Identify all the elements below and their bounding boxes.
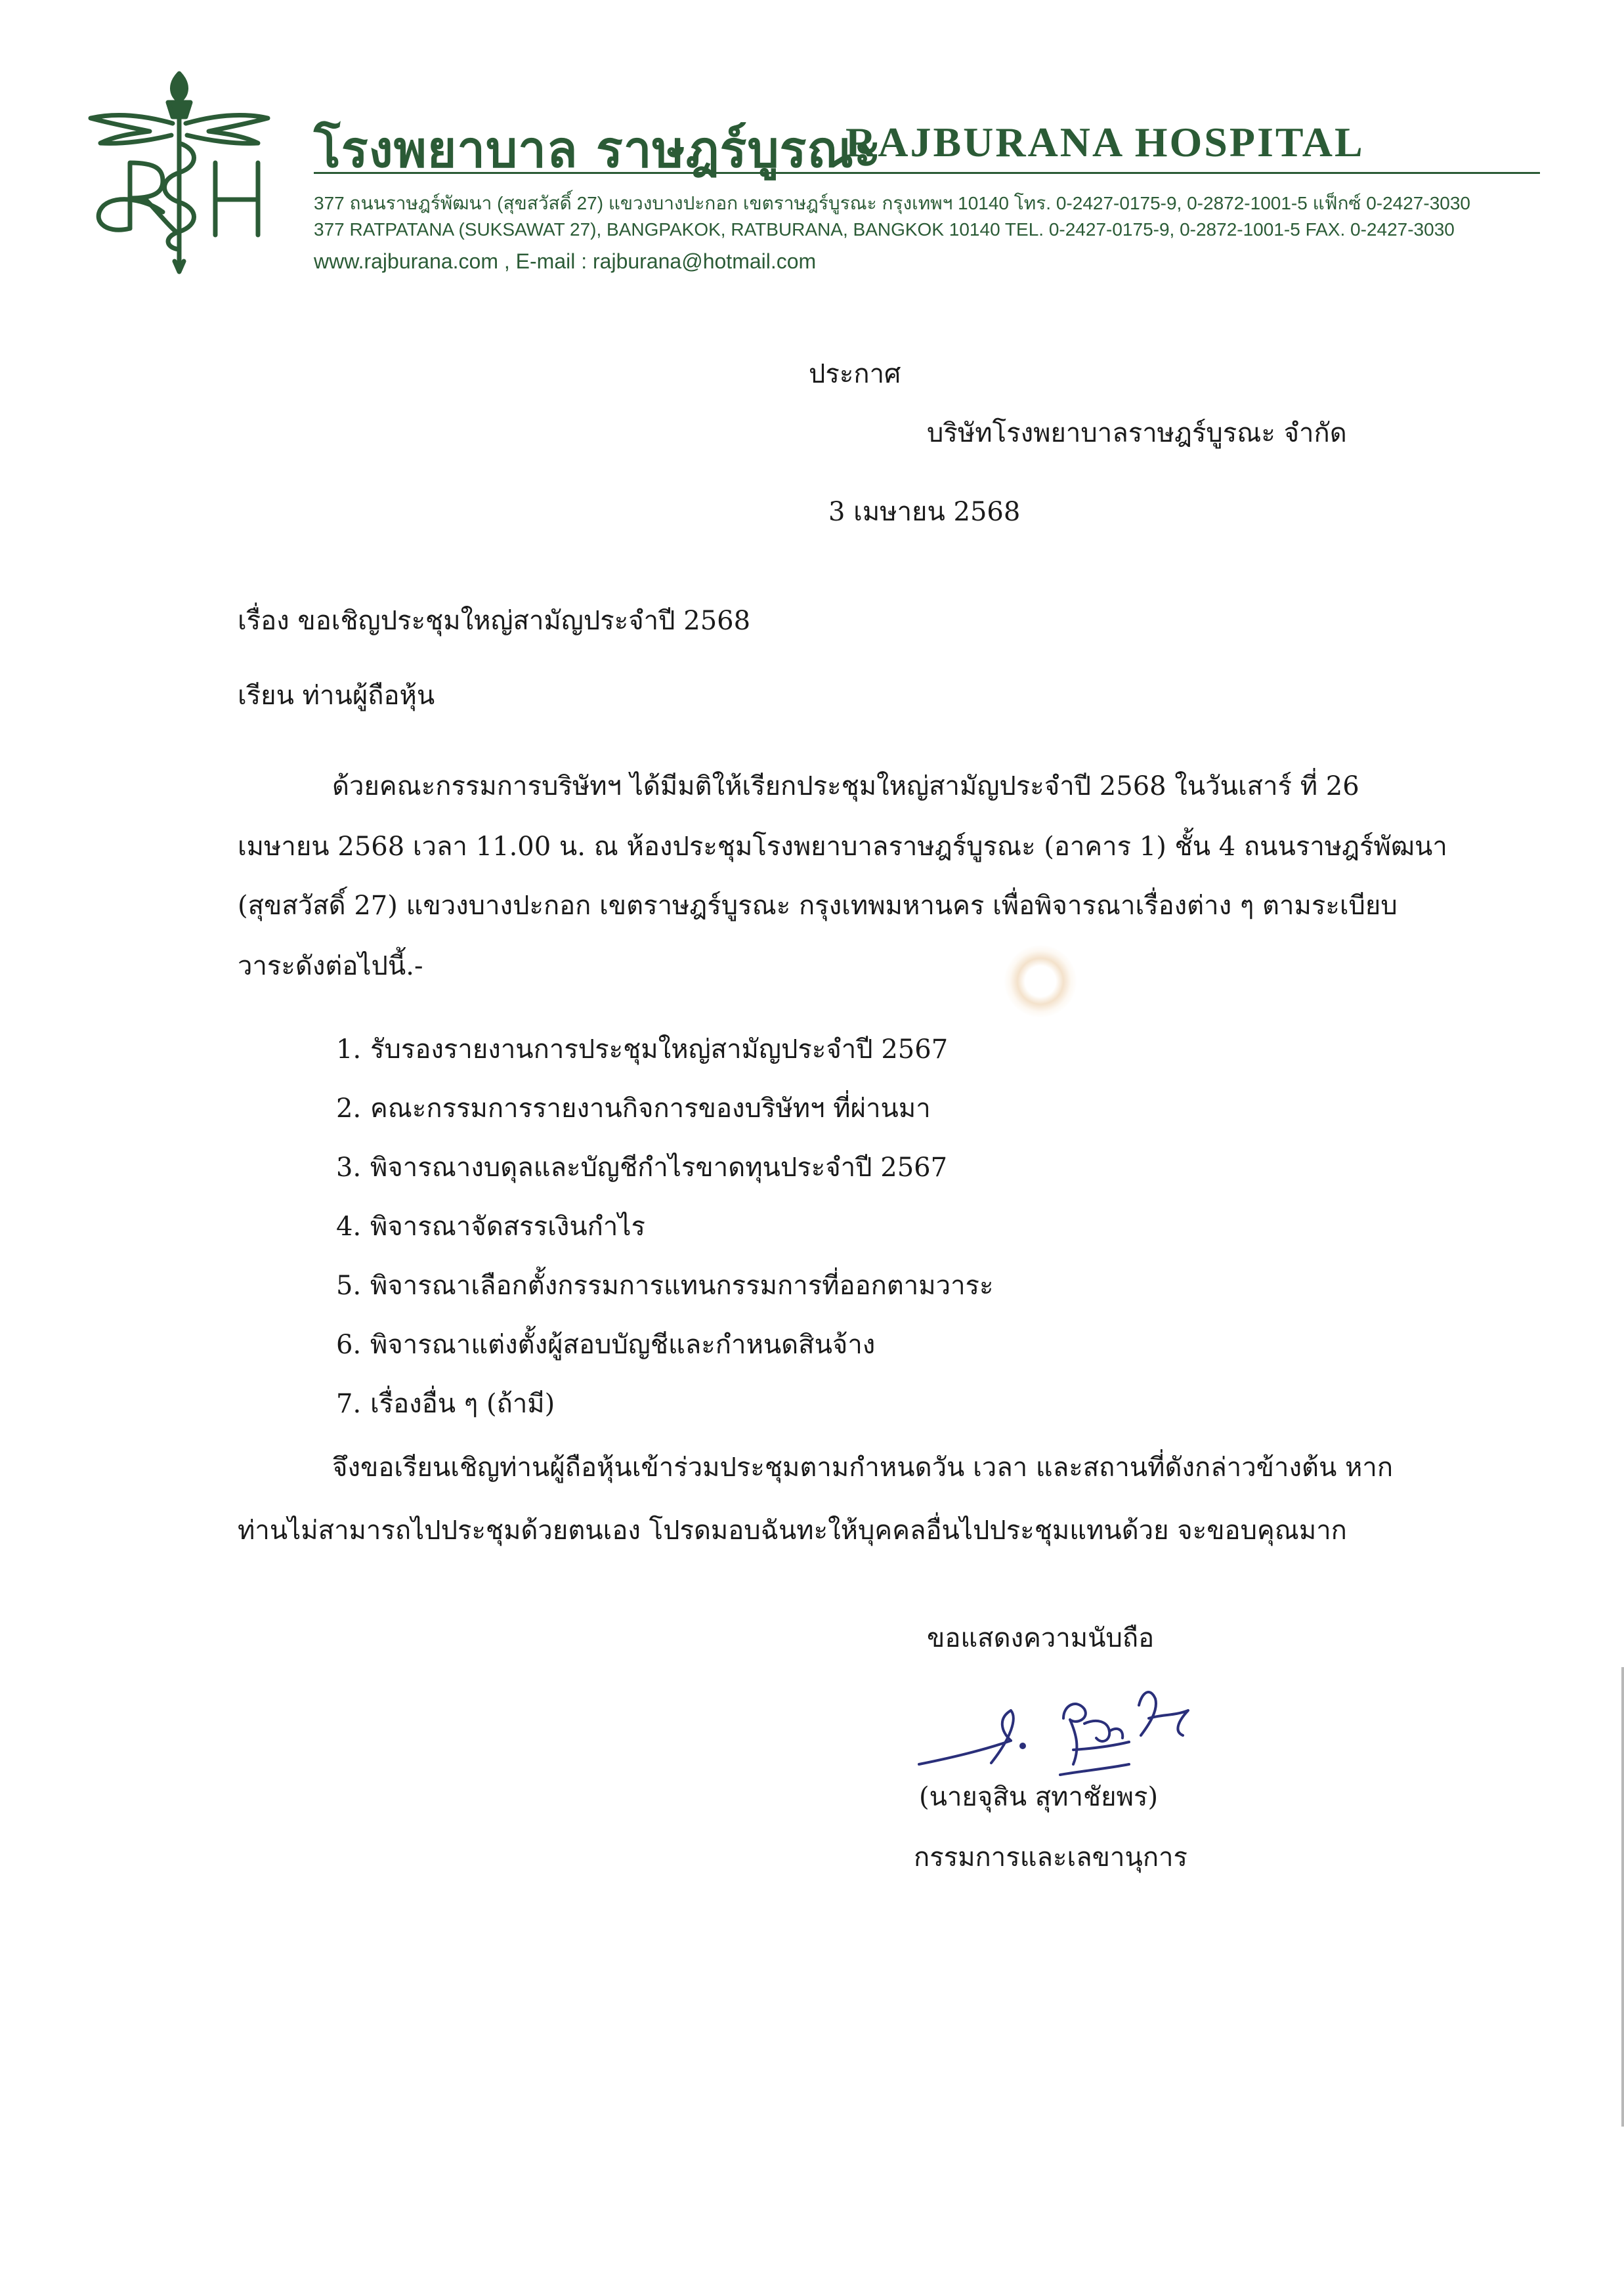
agenda-item: 1. รับรองรายงานการประชุมใหญ่สามัญประจำปี 2567 [336, 1034, 949, 1065]
paragraph-line: (สุขสวัสดิ์ 27) แขวงบางปะกอก เขตราษฎร์บูรณะ กรุงเทพมหานคร เพื่อพิจารณาเรื่องต่าง ๆ ตามระเบียบ [238, 891, 1398, 921]
subject-line: เรื่อง ขอเชิญประชุมใหญ่สามัญประจำปี 2568 [238, 606, 751, 636]
signer-title: กรรมการและเลขานุการ [914, 1842, 1187, 1873]
hospital-logo-icon [84, 71, 274, 274]
company-name: บริษัทโรงพยาบาลราษฎร์บูรณะ จำกัด [927, 418, 1347, 448]
agenda-item: 2. คณะกรรมการรายงานกิจการของบริษัทฯ ที่ผ่านมา [336, 1093, 931, 1124]
scan-edge-line [1621, 1667, 1624, 2127]
closing-regards: ขอแสดงความนับถือ [927, 1623, 1155, 1653]
signer-name: (นายจุสิน สุทาชัยพร) [919, 1782, 1159, 1812]
agenda-item: 3. พิจารณางบดุลและบัญชีกำไรขาดทุนประจำปี 2567 [336, 1153, 948, 1183]
paper-stain [1004, 945, 1077, 1017]
paragraph-line: จึงขอเรียนเชิญท่านผู้ถือหุ้นเข้าร่วมประชุมตามกำหนดวัน เวลา และสถานที่ดังกล่าวข้างต้น หาก [332, 1452, 1394, 1483]
hospital-name-english: RAJBURANA HOSPITAL [845, 119, 1365, 165]
paragraph-line: วาระดังต่อไปนี้.- [238, 951, 423, 981]
announcement-date: 3 เมษายน 2568 [828, 497, 1021, 527]
handwritten-signature [912, 1672, 1234, 1784]
announcement-heading: ประกาศ [809, 359, 901, 389]
paragraph-line: ด้วยคณะกรรมการบริษัทฯ ได้มีมติให้เรียกประชุมใหญ่สามัญประจำปี 2568 ในวันเสาร์ ที่ 26 [332, 771, 1359, 801]
address-thai: 377 ถนนราษฎร์พัฒนา (สุขสวัสดิ์ 27) แขวงบางปะกอก เขตราษฎร์บูรณะ กรุงเทพฯ 10140 โทร. 0-2427-0175-9, 0-2872-1001-5 แฟ็กซ์ 0-2427-3030 [314, 193, 1470, 213]
agenda-item: 4. พิจารณาจัดสรรเงินกำไร [336, 1212, 645, 1242]
agenda-item: 6. พิจารณาแต่งตั้งผู้สอบบัญชีและกำหนดสินจ้าง [336, 1330, 876, 1360]
paragraph-line: ท่านไม่สามารถไปประชุมด้วยตนเอง โปรดมอบฉันทะให้บุคคลอื่นไปประชุมแทนด้วย จะขอบคุณมาก [238, 1516, 1347, 1546]
recipient-line: เรียน ท่านผู้ถือหุ้น [238, 681, 435, 711]
website-email: www.rajburana.com , E-mail : rajburana@hotmail.com [314, 249, 817, 273]
address-english: 377 RATPATANA (SUKSAWAT 27), BANGPAKOK, RATBURANA, BANGKOK 10140 TEL. 0-2427-0175-9, 0-2872-1001-5 FAX. 0-2427-3030 [314, 219, 1455, 240]
letterhead-divider [314, 172, 1540, 174]
agenda-item: 5. พิจารณาเลือกตั้งกรรมการแทนกรรมการที่ออกตามวาระ [336, 1271, 994, 1301]
paragraph-line: เมษายน 2568 เวลา 11.00 น. ณ ห้องประชุมโรงพยาบาลราษฎร์บูรณะ (อาคาร 1) ชั้น 4 ถนนราษฎร์พัฒนา [238, 832, 1447, 862]
agenda-item: 7. เรื่องอื่น ๆ (ถ้ามี) [336, 1389, 555, 1419]
hospital-name-thai: โรงพยาบาล ราษฎร์บูรณะ [314, 120, 882, 179]
